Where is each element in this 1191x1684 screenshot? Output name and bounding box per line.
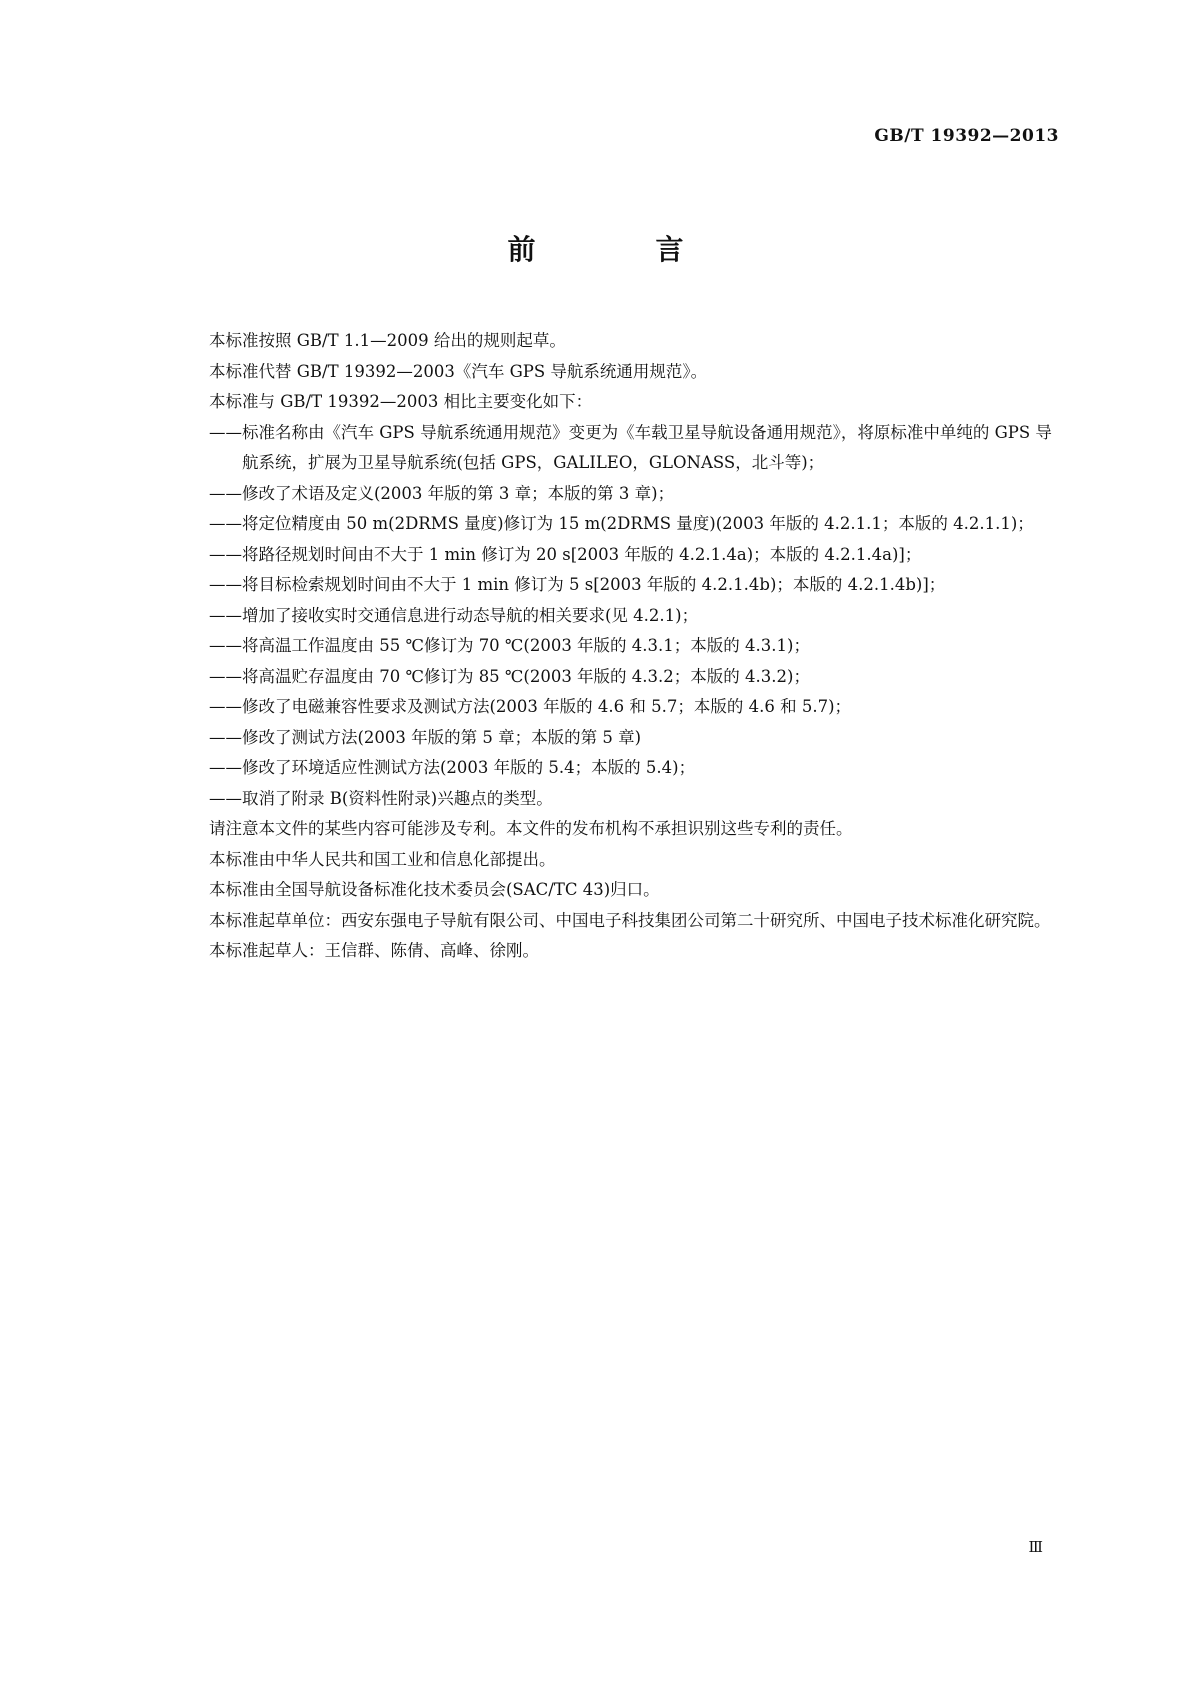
list-item: ——修改了测试方法(2003 年版的第 5 章；本版的第 5 章) — [209, 727, 642, 747]
list-item: ——修改了电磁兼容性要求及测试方法(2003 年版的 4.6 和 5.7；本版的 4.6 和 5.7)； — [209, 697, 852, 716]
list-item: ——将高温贮存温度由 70 ℃修订为 85 ℃(2003 年版的 4.3.2；本版的 4.3.2)； — [209, 666, 810, 686]
standard-code: GB/T 19392—2013 — [874, 126, 1059, 146]
paragraph: 本标准与 GB/T 19392—2003 相比主要变化如下： — [209, 392, 593, 411]
dash-marker: —— — [209, 697, 242, 716]
paragraph: 本标准由全国导航设备标准化技术委员会(SAC/TC 43)归口。 — [209, 880, 660, 899]
dash-marker: —— — [209, 636, 242, 655]
paragraph: 本标准按照 GB/T 1.1—2009 给出的规则起草。 — [209, 331, 566, 350]
dash-marker: —— — [209, 544, 242, 564]
list-item: ——标准名称由《汽车 GPS 导航系统通用规范》变更为《车载卫星导航设备通用规范》，将原标准中单纯的 GPS 导航系统，扩展为卫星导航系统(包括 GPS，GALILEO，GLONASS，北斗等)； — [209, 422, 1052, 472]
page-number: Ⅲ — [1028, 1538, 1043, 1556]
dash-marker: —— — [209, 605, 242, 625]
paragraph: 本标准起草单位：西安东强电子导航有限公司、中国电子科技集团公司第二十研究所、中国电子技术标准化研究院。 — [209, 910, 1051, 930]
dash-marker: —— — [209, 483, 242, 503]
paragraph: 本标准代替 GB/T 19392—2003《汽车 GPS 导航系统通用规范》。 — [209, 361, 708, 381]
paragraph: 请注意本文件的某些内容可能涉及专利。本文件的发布机构不承担识别这些专利的责任。 — [209, 819, 853, 838]
list-item: ——将定位精度由 50 m(2DRMS 量度)修订为 15 m(2DRMS 量度)(2003 年版的 4.2.1.1；本版的 4.2.1.1)； — [209, 514, 1034, 533]
list-item: ——修改了环境适应性测试方法(2003 年版的 5.4；本版的 5.4)； — [209, 758, 696, 777]
paragraph: 本标准起草人：王信群、陈倩、高峰、徐刚。 — [209, 941, 539, 960]
list-item: ——增加了接收实时交通信息进行动态导航的相关要求(见 4.2.1)； — [209, 605, 699, 625]
document-body — [176, 326, 1056, 967]
dash-marker: —— — [209, 422, 242, 442]
dash-marker: —— — [209, 514, 242, 533]
list-item: ——修改了术语及定义(2003 年版的第 3 章；本版的第 3 章)； — [209, 483, 675, 503]
list-item: ——将高温工作温度由 55 ℃修订为 70 ℃(2003 年版的 4.3.1；本版的 4.3.1)； — [209, 636, 810, 655]
list-item: ——将路径规划时间由不大于 1 min 修订为 20 s[2003 年版的 4.2.1.4a)；本版的 4.2.1.4a)]； — [209, 544, 922, 564]
dash-marker: —— — [209, 575, 242, 594]
dash-marker: —— — [209, 727, 242, 747]
page-title: 前 言 — [507, 233, 730, 266]
list-item: ——将目标检索规划时间由不大于 1 min 修订为 5 s[2003 年版的 4.2.1.4b)；本版的 4.2.1.4b)]； — [209, 575, 946, 594]
dash-marker: —— — [209, 666, 242, 686]
list-item: ——取消了附录 B(资料性附录)兴趣点的类型。 — [209, 788, 553, 808]
changes-list — [176, 418, 1056, 815]
paragraph: 本标准由中华人民共和国工业和信息化部提出。 — [209, 849, 556, 869]
dash-marker: —— — [209, 788, 242, 808]
dash-marker: —— — [209, 758, 242, 777]
